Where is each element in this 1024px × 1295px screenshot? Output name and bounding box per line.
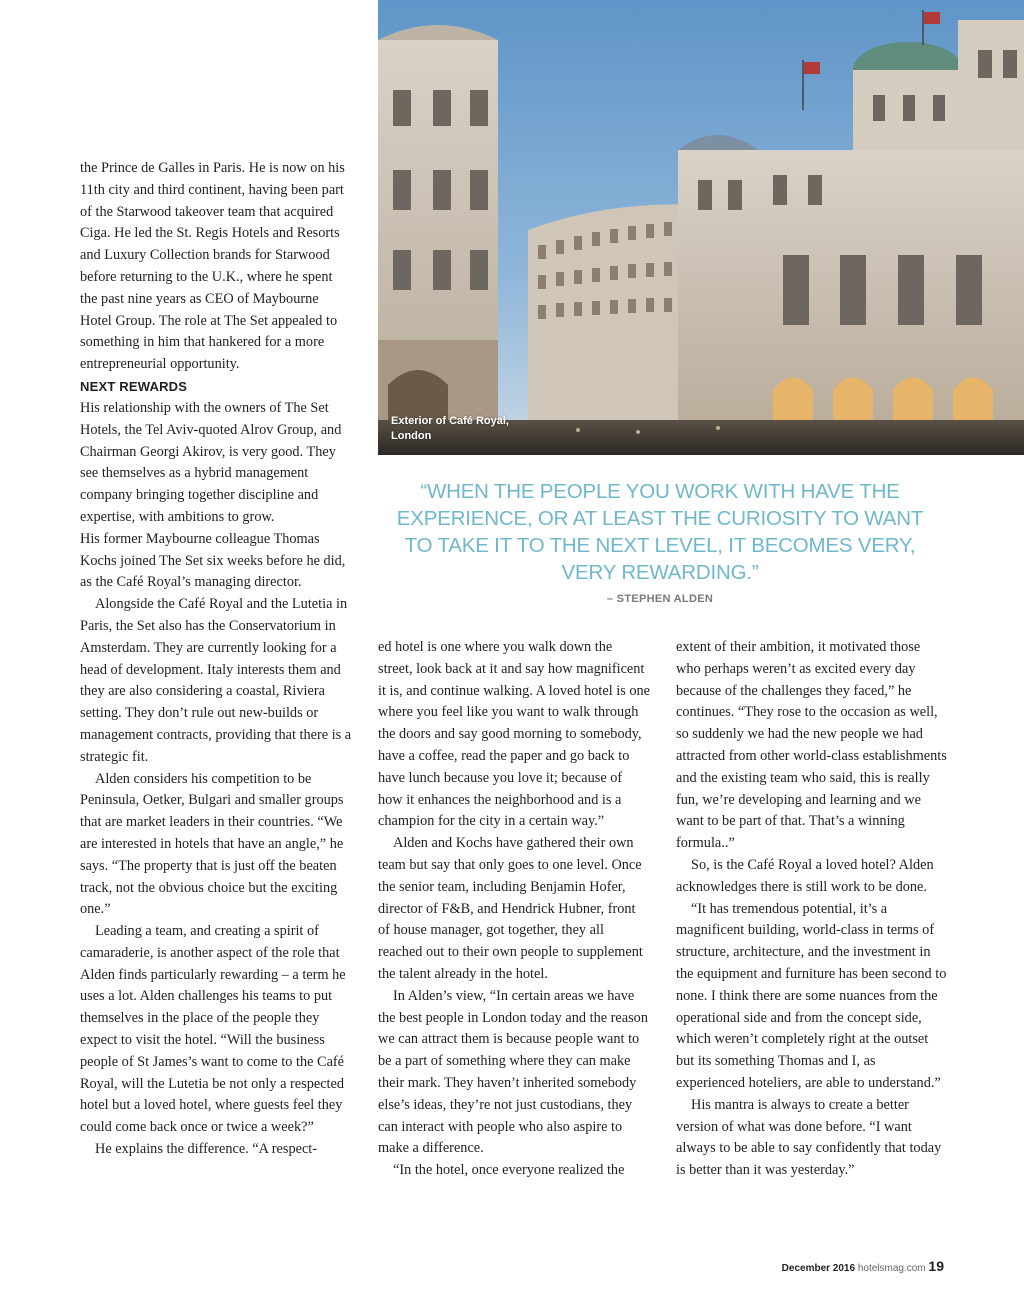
- paragraph: His former Maybourne colleague Thomas Kochs joined The Set six weeks before he did, as the Café Royal’s managing director.: [80, 530, 346, 591]
- article-column-1: [80, 158, 352, 1161]
- article-column-3: [676, 637, 948, 1182]
- website: hotelsmag.com: [857, 1263, 926, 1274]
- paragraph: the Prince de Galles in Paris. He is now on his 11th city and third continent, having been part of the Starwood takeover team that acquired Ciga. He led the St. Regis Hotels and Resorts and Luxury Collection brands for Starwood before returning to the U.K., where he spent the past nine years as CEO of Maybourne Hotel Group. The role at The Set appealed to something in him that hankered for a more entrepreneurial opportunity.: [80, 160, 345, 373]
- paragraph: In Alden’s view, “In certain areas we have the best people in London today and the reason we can attract them is because people want to be a part of something where they can make their mark. They haven’t inherited somebody else’s ideas, they’re not just custodians, they can interact with people who also aspire to make a difference.: [378, 987, 648, 1157]
- pull-quote-attribution: – STEPHEN ALDEN: [606, 593, 714, 605]
- page-number: 19: [928, 1258, 944, 1274]
- paragraph: He explains the difference. “A respect-: [95, 1141, 318, 1158]
- paragraph: His relationship with the owners of The Set Hotels, the Tel Aviv-quoted Alrov Group, and Chairman Georgi Akirov, is very good. They see themselves as a hybrid management company bringing together discipline and expertise, with ambitions to grow.: [80, 399, 342, 525]
- hotel-exterior-photo: [378, 0, 1024, 455]
- paragraph: His mantra is always to create a better version of what was done before. “I want always to be able to say confidently that today is better than it was yesterday.”: [676, 1096, 942, 1179]
- paragraph: Alden and Kochs have gathered their own team but say that only goes to one level. Once the senior team, including Benjamin Hofer, director of F&B, and Hendrick Hubner, front of house manager, got together, they all reached out to their own people to supplement the talent already in the hotel.: [378, 835, 643, 982]
- page-footer: [782, 1258, 944, 1274]
- paragraph: Alongside the Café Royal and the Lutetia in Paris, the Set also has the Conservatorium in Amsterdam. They are currently looking for a head of development. Italy interests them and they are also considering a coastal, Riviera setting. They don’t rule out new-builds or management contracts, providing that there is a strategic fit.: [80, 596, 352, 765]
- paragraph: “In the hotel, once everyone realized the: [393, 1162, 625, 1179]
- article-column-2: [378, 637, 650, 1182]
- paragraph: ed hotel is one where you walk down the street, look back at it and say how magnificent it is, and continue walking. A loved hotel is one where you feel like you want to walk through the doors and say good morning to somebody, have a coffee, read the paper and go back to have lunch because you love it; because of how it enhances the neighborhood and is a champion for the city in a certain way.”: [378, 639, 651, 830]
- paragraph: Leading a team, and creating a spirit of camaraderie, is another aspect of the role that Alden finds particularly rewarding – a term he uses a lot. Alden challenges his teams to put themselves in the place of the people they expect to visit the hotel. “Will the business people of St James’s want to come to the Café Royal, will the Lutetia be not only a respected hotel but a loved hotel, where guests feel they could come back once or twice a week?”: [80, 923, 346, 1136]
- paragraph: So, is the Café Royal a loved hotel? Alden acknowledges there is still work to be done.: [676, 856, 934, 895]
- photo-caption: Exterior of Café Royal, London: [391, 415, 509, 442]
- section-subhead: NEXT REWARDS: [80, 378, 188, 394]
- paragraph: “It has tremendous potential, it’s a magnificent building, world-class in terms of structure, architecture, and the investment in the equipment and furniture has been second to none. I think there are some nuances from the operational side and from the concept side, which weren’t completely right at the outset but its something Thomas and I, as experienced hoteliers, are able to understand.”: [676, 900, 947, 1091]
- issue-date: December 2016: [781, 1263, 856, 1274]
- paragraph: extent of their ambition, it motivated those who perhaps weren’t as excited every day because of the challenges they faced,” he continues. “They rose to the occasion as well, so suddenly we had the new people we had attracted from other world-class establishments and the existing team who said, this is really fun, we’re developing and learning and we want to be part of that. That’s a winning formula..”: [676, 639, 947, 852]
- pull-quote: “WHEN THE PEOPLE YOU WORK WITH HAVE THE EXPERIENCE, OR AT LEAST THE CURIOSITY TO WANT TO TAKE IT TO THE NEXT LEVEL, IT BECOMES VERY, VERY REWARDING.”: [396, 480, 924, 584]
- paragraph: Alden considers his competition to be Peninsula, Oetker, Bulgari and smaller groups that are market leaders in their countries. “We are interested in hotels that have an angle,” he says. “The property that is just off the beaten track, not the obvious choice but the exciting one.”: [80, 770, 344, 918]
